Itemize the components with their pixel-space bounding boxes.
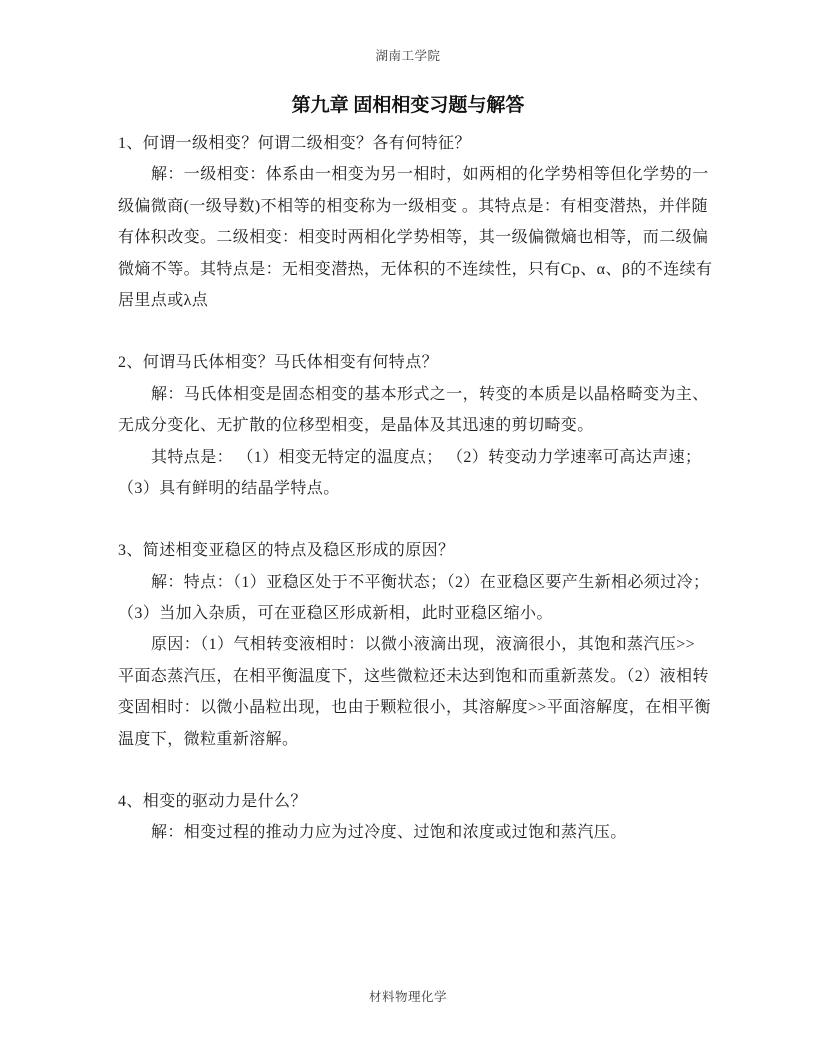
text-line: 原因：（1）气相转变液相时：以微小液滴出现，液滴很小，其饱和蒸汽压>> bbox=[151, 636, 696, 654]
qa-section bbox=[118, 347, 709, 504]
text-line: 3、简述相变亚稳区的特点及稳区形成的原因？ bbox=[118, 542, 455, 560]
content bbox=[118, 128, 713, 849]
text-line: 微熵不等。其特点是：无相变潜热，无体积的不连续性，只有Cp、α、β的不连续有 bbox=[118, 260, 713, 278]
text-line: 1、何谓一级相变？何谓二级相变？各有何特征？ bbox=[118, 135, 471, 152]
text-line: 解：相变过程的推动力应为过冷度、过饱和浓度或过饱和蒸汽压。 bbox=[151, 824, 627, 842]
text-line: （3）具有鲜明的结晶学特点。 bbox=[118, 479, 340, 497]
text-line: （3）当加入杂质，可在亚稳区形成新相，此时亚稳区缩小。 bbox=[118, 605, 553, 623]
text-line: 变固相时：以微小晶粒出现，也由于颗粒很小，其溶解度>>平面溶解度，在相平衡 bbox=[118, 699, 711, 717]
page-title: 第九章 固相相变习题与解答 bbox=[291, 95, 525, 116]
text-line: 无成分变化、无扩散的位移型相变，是晶体及其迅速的剪切畸变。 bbox=[118, 417, 594, 435]
text-line: 解：马氏体相变是固态相变的基本形式之一，转变的本质是以晶格畸变为主、 bbox=[151, 385, 709, 403]
text-line: 4、相变的驱动力是什么？ bbox=[118, 793, 307, 811]
text-line: 温度下，微粒重新溶解。 bbox=[118, 730, 299, 748]
qa-section bbox=[118, 535, 711, 755]
text-line: 有体积改变。二级相变：相变时两相化学势相等，其一级偏微熵也相等，而二级偏 bbox=[118, 229, 709, 247]
text-line: 2、何谓马氏体相变？马氏体相变有何特点？ bbox=[118, 354, 439, 372]
qa-section bbox=[118, 786, 704, 849]
text-line: 解：特点：（1）亚稳区处于不平衡状态；（2）在亚稳区要产生新相必须过冷； bbox=[151, 573, 710, 591]
text-line: 居里点或λ点 bbox=[118, 291, 209, 309]
text-line: 其特点是： （1）相变无特定的温度点； （2）转变动力学速率可高达声速； bbox=[151, 448, 702, 466]
page-header: 湖南工学院 bbox=[375, 49, 441, 63]
page-footer: 材料物理化学 bbox=[368, 990, 447, 1004]
text-line: 级偏微商(一级导数)不相等的相变称为一级相变 。其特点是：有相变潜热，并伴随 bbox=[118, 197, 708, 215]
text-line: 解：一级相变：体系由一相变为另一相时，如两相的化学势相等但化学势的一 bbox=[151, 166, 709, 184]
text-line: 平面态蒸汽压，在相平衡温度下，这些微粒还未达到饱和而重新蒸发。（2）液相转 bbox=[118, 667, 709, 685]
qa-section bbox=[118, 128, 713, 316]
